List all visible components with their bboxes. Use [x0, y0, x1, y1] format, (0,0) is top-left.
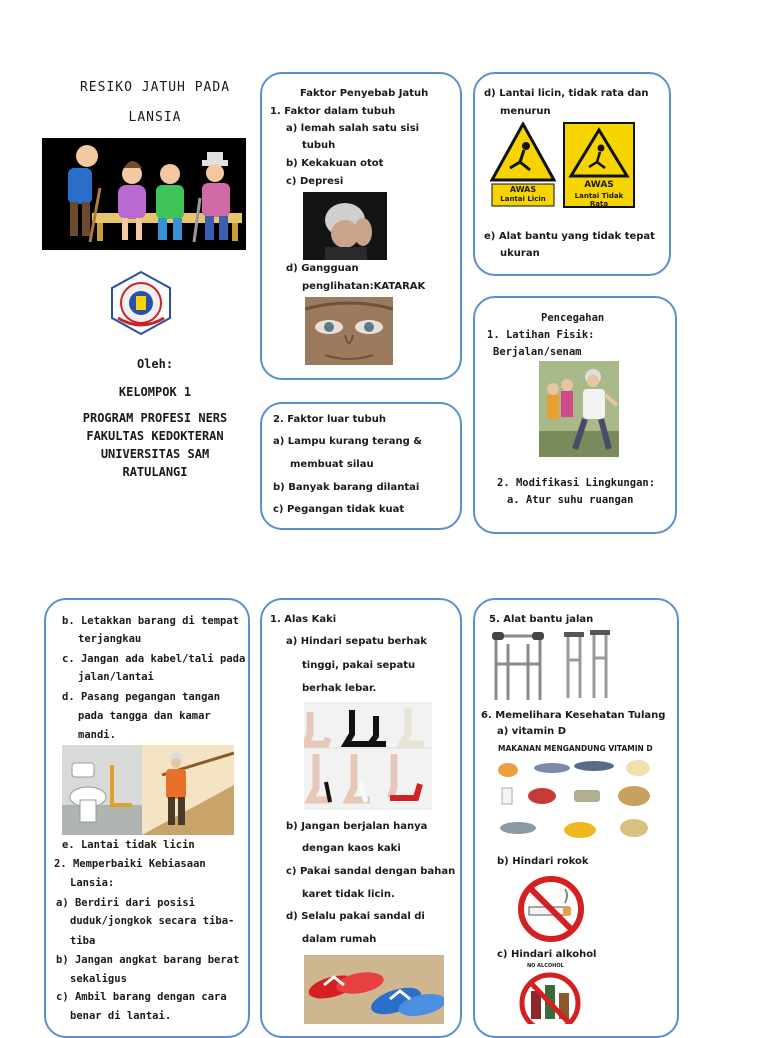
list-item: d) Selalu pakai sandal di	[286, 911, 425, 922]
high-heels-image	[304, 702, 432, 810]
vitamin-d-title: MAKANAN MENGANDUNG VITAMIN D	[498, 744, 653, 753]
sign-label: Lantai Tidak Rata	[574, 192, 624, 208]
cover-inst-line2: FAKULTAS KEDOKTERAN	[86, 429, 224, 443]
list-item: ukuran	[500, 248, 540, 259]
list-item: c) Depresi	[286, 176, 344, 187]
list-item: d. Pasang pegangan tangan	[62, 691, 221, 703]
list-item: jalan/lantai	[78, 671, 154, 683]
list-item: tiba	[70, 935, 96, 947]
list-item: a) Lampu kurang terang &	[273, 436, 423, 447]
list-item: benar di lantai.	[70, 1010, 172, 1022]
list-item: b) Hindari rokok	[497, 856, 589, 867]
cover-title-line1: RESIKO JATUH PADA	[79, 80, 231, 95]
list-item: c. Jangan ada kabel/tali pada	[62, 653, 246, 665]
cover-by: Oleh:	[136, 357, 174, 371]
cover-inst-line3: UNIVERSITAS SAM	[100, 447, 210, 461]
no-smoking-icon	[515, 873, 587, 943]
list-item: berhak lebar.	[302, 683, 377, 694]
panel-title: Pencegahan	[541, 312, 605, 324]
list-item: a) vitamin D	[497, 726, 567, 737]
list-item: menurun	[500, 106, 551, 117]
no-alcohol-label: NO ALCOHOL	[527, 963, 564, 969]
list-item: c) Pakai sandal dengan bahan	[286, 866, 456, 877]
list-item: duduk/jongkok secara tiba-	[70, 915, 235, 927]
sign-label: AWAS	[584, 180, 614, 190]
list-item: a) lemah salah satu sisi	[286, 123, 420, 134]
list-item: c) Ambil barang dengan cara	[56, 991, 227, 1003]
list-item: membuat silau	[290, 459, 374, 470]
list-item: mandi.	[78, 729, 116, 741]
list-item: 2. Modifikasi Lingkungan:	[497, 477, 656, 489]
list-item: 5. Alat bantu jalan	[489, 614, 594, 625]
list-item: a) Hindari sepatu berhak	[286, 636, 427, 647]
list-item: b) Jangan angkat barang berat	[56, 954, 240, 966]
no-alcohol-icon	[513, 963, 587, 1024]
elderly-group-image	[42, 138, 246, 250]
list-item: 2. Faktor luar tubuh	[273, 414, 386, 425]
list-item: d) Lantai licin, tidak rata dan	[484, 88, 649, 99]
list-item: Berjalan/senam	[493, 346, 582, 358]
list-item: b) Banyak barang dilantai	[273, 482, 420, 493]
rubber-sandals-image	[304, 955, 444, 1024]
walker-frame-icon	[488, 630, 548, 702]
cover-title-line2: LANSIA	[128, 110, 182, 125]
list-item: c) Hindari alkohol	[497, 949, 597, 960]
list-item: Lansia:	[70, 877, 115, 889]
sign-label: Lantai Licin	[500, 195, 546, 203]
list-item: b. Letakkan barang di tempat	[62, 615, 240, 627]
list-item: tinggi, pakai sepatu	[302, 660, 416, 671]
cover-inst-line4: RATULANGI	[122, 465, 188, 479]
cover-inst-line1: PROGRAM PROFESI NERS	[82, 411, 228, 425]
depressed-woman-image	[303, 192, 387, 260]
cataract-eyes-image	[305, 297, 393, 365]
list-item: tubuh	[302, 140, 336, 151]
list-item: terjangkau	[78, 633, 142, 645]
sign-label: AWAS	[509, 185, 537, 194]
list-item: 2. Memperbaiki Kebiasaan	[54, 858, 206, 870]
vitamin-d-foods-image	[494, 742, 660, 848]
list-item: 1. Faktor dalam tubuh	[270, 106, 396, 117]
senior-exercise-image	[539, 361, 619, 457]
crutches-icon	[558, 630, 618, 702]
list-item: 1. Latihan Fisik:	[487, 329, 595, 341]
list-item: sekaligus	[70, 973, 127, 985]
list-item: 6. Memelihara Kesehatan Tulang	[481, 710, 666, 721]
list-item: e) Alat bantu yang tidak tepat	[484, 231, 655, 242]
list-item: dengan kaos kaki	[302, 843, 401, 854]
toilet-grab-bar-image	[62, 745, 142, 835]
warning-sign-uneven-icon	[563, 122, 635, 208]
list-item: b) Jangan berjalan hanya	[286, 821, 428, 832]
list-item: b) Kekakuan otot	[286, 158, 384, 169]
list-item: 1. Alas Kaki	[270, 614, 337, 625]
list-item: dalam rumah	[302, 934, 377, 945]
warning-sign-slippery-icon	[490, 122, 556, 208]
list-item: a. Atur suhu ruangan	[507, 494, 634, 506]
elderly-stair-handrail-image	[142, 745, 234, 835]
list-item: c) Pegangan tidak kuat	[273, 504, 405, 515]
list-item: a) Berdiri dari posisi	[56, 897, 196, 909]
list-item: e. Lantai tidak licin	[62, 839, 195, 851]
university-logo-icon	[108, 270, 174, 336]
list-item: karet tidak licin.	[302, 889, 395, 900]
panel-title: Faktor Penyebab Jatuh	[300, 88, 429, 99]
list-item: d) Gangguan	[286, 263, 359, 274]
cover-group: KELOMPOK 1	[118, 385, 192, 399]
list-item: penglihatan:KATARAK	[302, 281, 426, 292]
list-item: pada tangga dan kamar	[78, 710, 211, 722]
